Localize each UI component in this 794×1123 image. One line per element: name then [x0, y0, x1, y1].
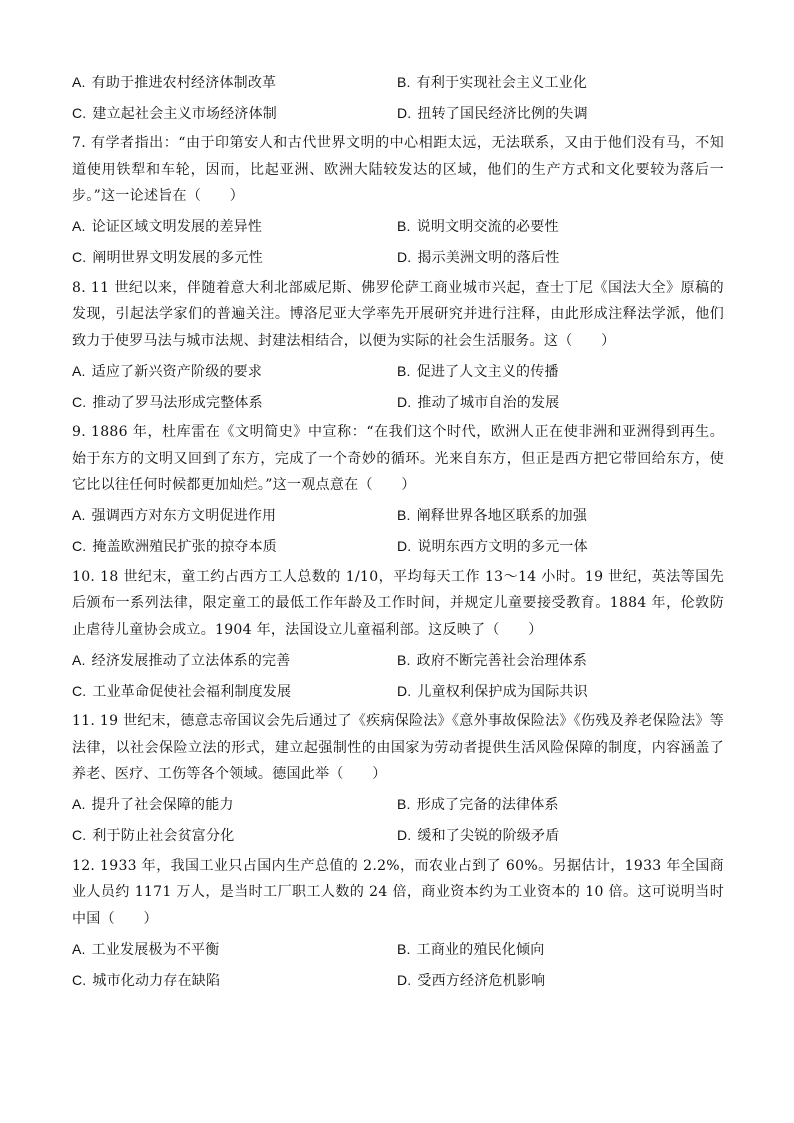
question-stem: 12. 1933 年，我国工业只占国内生产总值的 2.2%，而农业占到了 60%。另据估计，1933 年全国商业人员约 1171 万人，是当时工厂职工人数的 24 倍，商业资本约为工业资本的 10 倍。这可说明当时中国（ ） [72, 857, 724, 927]
question-11 [72, 708, 724, 851]
option-a: A. 适应了新兴资产阶级的要求 [72, 362, 263, 380]
question-7 [72, 130, 724, 273]
question-9 [72, 419, 724, 562]
option-a: A. 论证区域文明发展的差异性 [72, 218, 263, 235]
question-8 [72, 275, 724, 418]
option-row [72, 964, 724, 995]
question-stem: 10. 18 世纪末，童工约占西方工人总数的 1/10，平均每天工作 13～14 小时。19 世纪，英法等国先后颁布一系列法律，限定童工的最低工作年龄及工作时间，并规定儿童要接受教育。1884 年，伦敦防止虐待儿童协会成立。1904 年，法国设立儿童福利部。这反映了（ ） [72, 568, 724, 638]
option-row [72, 789, 724, 820]
option-d: D. 推动了城市自治的发展 [397, 393, 560, 411]
question-12 [72, 853, 724, 996]
option-c: C. 掩盖欧洲殖民扩张的掠夺本质 [72, 538, 278, 555]
option-row [72, 242, 724, 273]
option-b: B. 阐释世界各地区联系的加强 [397, 507, 588, 524]
option-c: C. 工业革命促使社会福利制度发展 [72, 682, 292, 700]
option-b: B. 促进了人文主义的传播 [397, 362, 559, 380]
option-d: D. 揭示美洲文明的落后性 [397, 249, 560, 266]
question-stem: 8. 11 世纪以来，伴随着意大利北部威尼斯、佛罗伦萨工商业城市兴起，查士丁尼《国法大全》原稿的发现，引起法学家们的普遍关注。博洛尼亚大学率先开展研究并进行注释，由此形成注释法学派，他们致力于使罗马法与城市法规、封建法相结合，以便为实际的社会生活服务。这（ ） [72, 279, 724, 349]
option-d: D. 缓和了尖锐的阶级矛盾 [397, 827, 560, 844]
option-a: A. 提升了社会保障的能力 [72, 796, 234, 813]
option-row [72, 211, 724, 242]
option-d: D. 儿童权利保护成为国际共识 [397, 682, 588, 700]
option-row [72, 675, 724, 706]
option-c: C. 利于防止社会贫富分化 [72, 827, 235, 844]
question-stem: 7. 有学者指出：“由于印第安人和古代世界文明的中心相距太远，无法联系，又由于他们没有马，不知道使用铁犁和车轮，因而，比起亚洲、欧洲大陆较发达的区域，他们的生产方式和文化要较为落后一步。”这一论述旨在（ ） [72, 135, 724, 204]
question-stem: 9. 1886 年，杜库雷在《文明简史》中宣称：“在我们这个时代，欧洲人正在使非洲和亚洲得到再生。始于东方的文明又回到了东方，完成了一个奇妙的循环。光来自东方，但正是西方把它带回给东方，使它比以往任何时候都更加灿烂。”这一观点意在（ ） [72, 424, 724, 493]
option-d: D. 受西方经济危机影响 [397, 971, 546, 989]
exam-page [72, 66, 724, 995]
option-b: B. 说明文明交流的必要性 [397, 218, 559, 235]
option-row [72, 66, 724, 97]
option-b: B. 形成了完备的法律体系 [397, 796, 559, 813]
option-c: C. 城市化动力存在缺陷 [72, 971, 221, 989]
option-row [72, 933, 724, 964]
option-row [72, 500, 724, 531]
option-b: B. 工商业的殖民化倾向 [397, 940, 545, 958]
option-c: C. 阐明世界文明发展的多元性 [72, 249, 263, 266]
option-row [72, 97, 724, 128]
option-b: B. 政府不断完善社会治理体系 [397, 651, 588, 669]
question-stem: 11. 19 世纪末，德意志帝国议会先后通过了《疾病保险法》《意外事故保险法》《伤残及养老保险法》等法律，以社会保险立法的形式，建立起强制性的由国家为劳动者提供生活风险保障的制度，内容涵盖了养老、医疗、工伤等各个领域。德国此举（ ） [72, 713, 724, 782]
option-d: D. 说明东西方文明的多元一体 [397, 538, 588, 555]
option-d: D. 扭转了国民经济比例的失调 [397, 104, 588, 122]
option-b: B. 有利于实现社会主义工业化 [397, 73, 588, 91]
option-a: A. 工业发展极为不平衡 [72, 940, 220, 958]
option-row [72, 355, 724, 386]
option-c: C. 建立起社会主义市场经济体制 [72, 104, 278, 122]
question-10 [72, 564, 724, 707]
option-row [72, 820, 724, 851]
option-row [72, 531, 724, 562]
option-row [72, 386, 724, 417]
question-6 [72, 66, 724, 128]
option-a: A. 强调西方对东方文明促进作用 [72, 507, 277, 524]
option-a: A. 有助于推进农村经济体制改革 [72, 73, 277, 91]
option-row [72, 644, 724, 675]
option-c: C. 推动了罗马法形成完整体系 [72, 393, 263, 411]
option-a: A. 经济发展推动了立法体系的完善 [72, 651, 291, 669]
